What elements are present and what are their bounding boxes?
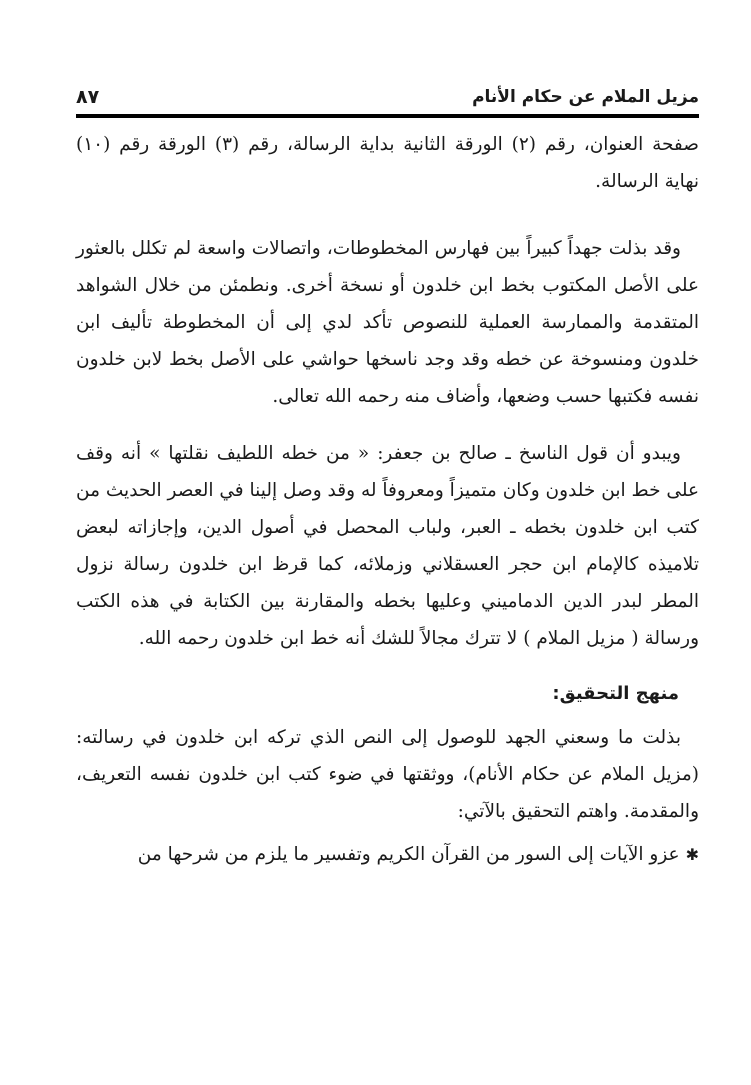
bullet-item-quran-verses — [76, 836, 699, 873]
paragraph-copyist-note: ويبدو أن قول الناسخ ـ صالح بن جعفر: « من خطه اللطيف نقلتها » أنه وقف على خط ابن خلدون وكان متميزاً ومعروفاً له وقد وصل إلينا في العصر الحديث من كتب ابن خلدون بخطه ـ العبر، ولباب المحصل في أصول الدين، وإجازاته لبعض تلاميذه كالإمام ابن حجر العسقلاني وزملائه، كما قرظ ابن خلدون رسالة نزول المطر لبدر الدين الدماميني وعليها بخطه والمقارنة بين الكتابة في هذه الكتب ورسالة ( مزيل الملام ) لا تترك مجالاً للشك أنه خط ابن خلدون رحمه الله. — [76, 443, 699, 649]
page-body — [76, 126, 699, 873]
asterisk-bullet-icon: ✱ — [685, 845, 699, 864]
book-title: مزيل الملام عن حكام الأنام — [472, 87, 699, 107]
paragraph-search-effort: وقد بذلت جهداً كبيراً بين فهارس المخطوطات، واتصالات واسعة لم تكلل بالعثور على الأصل المكتوب بخط ابن خلدون أو نسخة أخرى. ونطمئن من خلال الشواهد المتقدمة والممارسة العملية للنصوص تأكد لدي إلى أن المخطوطة تأليف ابن خلدون ومنسوخة عن خطه وقد وجد ناسخها حواشي على الأصل بخط لابن خلدون نفسه فكتبها حسب وضعها، وأضاف منه رحمه الله تعالى. — [76, 238, 699, 407]
paragraph-methodology: بذلت ما وسعني الجهد للوصول إلى النص الذي تركه ابن خلدون في رسالته: (مزيل الملام عن حكام الأنام)، ووثقتها في ضوء كتب ابن خلدون نفسه التعريف، والمقدمة. واهتم التحقيق بالآتي: — [76, 727, 699, 822]
bullet-text: عزو الآيات إلى السور من القرآن الكريم وتفسير ما يلزم من شرحها من — [137, 844, 680, 865]
running-header — [76, 80, 699, 108]
page-number: ٨٧ — [76, 86, 100, 108]
header-rule — [76, 114, 699, 118]
section-heading-methodology: منهج التحقيق: — [552, 683, 679, 704]
paragraph-manuscript-pages: صفحة العنوان، رقم (٢) الورقة الثانية بداية الرسالة، رقم (٣) الورقة رقم (١٠) نهاية الرسالة. — [76, 134, 699, 192]
